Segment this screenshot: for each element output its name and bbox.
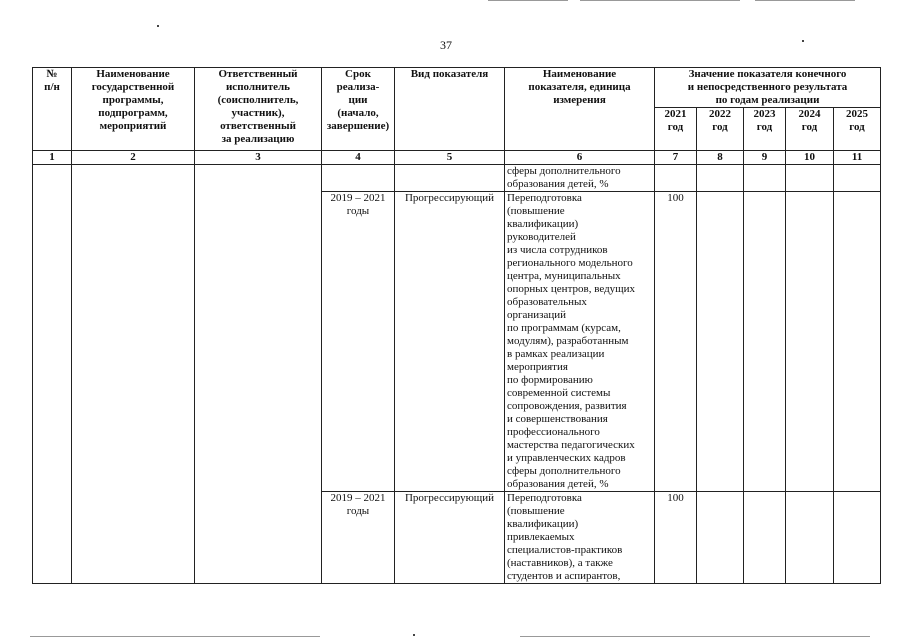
cell-value-2022 [697, 192, 744, 492]
column-number: 3 [195, 151, 322, 165]
column-number: 9 [744, 151, 786, 165]
header-values-group: Значение показателя конечного и непосредственного результата по годам реализации [655, 68, 881, 108]
cell-indicator-name: Переподготовка (повышение квалификации) привлекаемых специалистов-практиков (наставников), а также студентов и аспирантов, [505, 492, 655, 584]
cell-value-2025 [834, 492, 881, 584]
cell-indicator-name: сферы дополнительного образования детей, % [505, 165, 655, 192]
cell-value-2023 [744, 492, 786, 584]
header-year-2023: 2023 год [744, 108, 786, 151]
column-number-row [33, 151, 881, 165]
cell-responsible [195, 165, 322, 584]
cell-indicator-name: Переподготовка (повышение квалификации) руководителей из числа сотрудников регионального модельного центра, муниципальных опорных центров, ведущих образовательных организаций по программам (курсам, модулям), разработанным в рамках реализации мероприятия по формированию современной системы сопровождения, развития и совершенствования профессионального мастерства педагогических и управленческих кадров сферы дополнительного образования детей, % [505, 192, 655, 492]
cell-term: 2019 – 2021 годы [322, 492, 395, 584]
header-year-2022: 2022 год [697, 108, 744, 151]
scan-speck [413, 634, 415, 636]
column-number: 5 [395, 151, 505, 165]
cell-value-2024 [786, 165, 834, 192]
column-number: 6 [505, 151, 655, 165]
cell-value-2021: 100 [655, 192, 697, 492]
column-number: 7 [655, 151, 697, 165]
cell-value-2024 [786, 492, 834, 584]
indicators-table [32, 67, 881, 584]
scan-speck [802, 40, 804, 42]
cell-value-2022 [697, 492, 744, 584]
header-program-name: Наименование государственной программы, подпрограмм, мероприятий [72, 68, 195, 151]
header-year-2025: 2025 год [834, 108, 881, 151]
page-number: 37 [440, 38, 452, 52]
column-number: 10 [786, 151, 834, 165]
scan-line-top [488, 0, 568, 1]
cell-value-2021 [655, 165, 697, 192]
cell-value-2025 [834, 192, 881, 492]
cell-indicator-type [395, 165, 505, 192]
scan-line-bottom [520, 636, 870, 637]
scan-line-top [755, 0, 855, 1]
scan-line-top [580, 0, 740, 1]
header-year-2024: 2024 год [786, 108, 834, 151]
header-number: № п/н [33, 68, 72, 151]
column-number: 8 [697, 151, 744, 165]
cell-indicator-type: Прогрессирующий [395, 492, 505, 584]
cell-value-2022 [697, 165, 744, 192]
header-indicator-name: Наименование показателя, единица измерения [505, 68, 655, 151]
header-year-2021: 2021 год [655, 108, 697, 151]
cell-value-2021: 100 [655, 492, 697, 584]
cell-value-2023 [744, 165, 786, 192]
header-responsible: Ответственный исполнитель (соисполнитель, участник), ответственный за реализацию [195, 68, 322, 151]
column-number: 11 [834, 151, 881, 165]
scan-line-bottom [30, 636, 320, 637]
column-number: 2 [72, 151, 195, 165]
cell-indicator-type: Прогрессирующий [395, 192, 505, 492]
column-number: 4 [322, 151, 395, 165]
cell-term [322, 165, 395, 192]
cell-value-2025 [834, 165, 881, 192]
scan-speck [157, 25, 159, 27]
table-row [33, 165, 881, 192]
cell-value-2023 [744, 192, 786, 492]
cell-number [33, 165, 72, 584]
cell-term: 2019 – 2021 годы [322, 192, 395, 492]
cell-program-name [72, 165, 195, 584]
column-number: 1 [33, 151, 72, 165]
header-term: Срок реализа- ции (начало, завершение) [322, 68, 395, 151]
cell-value-2024 [786, 192, 834, 492]
header-indicator-type: Вид показателя [395, 68, 505, 151]
